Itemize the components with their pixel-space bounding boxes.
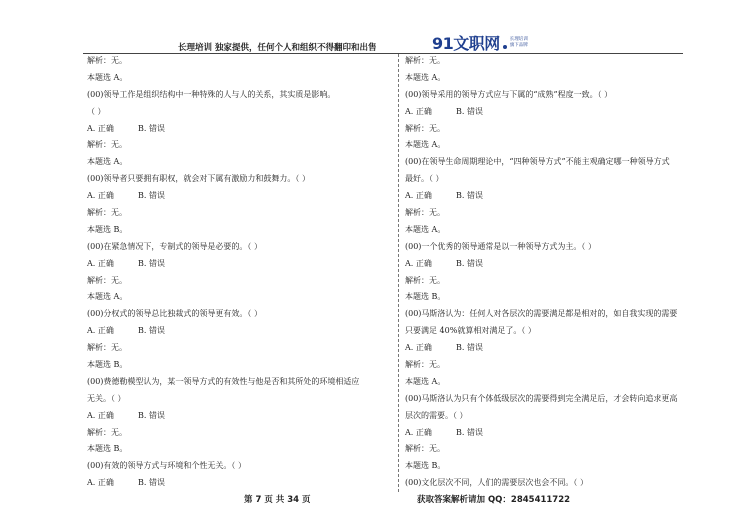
text-line: 解析：无。 (405, 360, 445, 370)
text-line: （ ） (87, 106, 106, 116)
text-line: 解析：无。 (405, 444, 445, 454)
answer-options (405, 188, 710, 205)
option-a: A. 正确 (87, 191, 114, 201)
text-line: 本题选 B。 (405, 461, 446, 471)
option-a: A. 正确 (405, 106, 432, 116)
text-line: (00)领导者只要拥有职权，就会对下属有激励力和鼓舞力。（ ） (87, 174, 310, 184)
column-divider (398, 54, 399, 492)
text-line: 本题选 A。 (405, 72, 446, 82)
option-b: B. 错误 (138, 326, 165, 336)
text-line: (00)分权式的领导总比独裁式的领导更有效。（ ） (87, 309, 262, 319)
answer-options (87, 408, 392, 425)
option-b: B. 错误 (138, 478, 165, 488)
answer-options (87, 188, 392, 205)
option-b: B. 错误 (456, 191, 483, 201)
answer-options (405, 340, 710, 357)
option-b: B. 错误 (456, 106, 483, 116)
text-line: (00)费德勒模型认为，某一领导方式的有效性与他是否和其所处的环境相适应 (87, 376, 360, 386)
text-line: 只要满足 40%就算相对满足了。（ ） (405, 326, 536, 336)
answer-options (87, 256, 392, 273)
logo-tagline: 长理培训 旗下品牌 (509, 36, 528, 48)
text-line: (00)有效的领导方式与环境和个性无关。（ ） (87, 461, 246, 471)
text-line: 本题选 B。 (405, 292, 446, 302)
text-line: (00)马斯洛认为：任何人对各层次的需要满足都是相对的，如自我实现的需要 (405, 309, 678, 319)
text-line: 本题选 A。 (405, 224, 446, 234)
option-a: A. 正确 (87, 258, 114, 268)
option-b: B. 错误 (456, 427, 483, 437)
answer-options (87, 121, 392, 138)
logo-dot-icon (503, 45, 507, 49)
text-line: (00)在紧急情况下，专制式的领导是必要的。（ ） (87, 241, 262, 251)
answer-options (405, 256, 710, 273)
right-column (405, 53, 710, 492)
text-line: 解析：无。 (87, 343, 127, 353)
text-line: (00)马斯洛认为只有个体低级层次的需要得到完全满足后，才会转向追求更高 (405, 393, 678, 403)
text-line: 解析：无。 (405, 208, 445, 218)
option-a: A. 正确 (87, 410, 114, 420)
answer-options (405, 425, 710, 442)
option-b: B. 错误 (138, 123, 165, 133)
text-line: 本题选 A。 (87, 72, 128, 82)
text-line: 解析：无。 (405, 56, 445, 65)
answer-options (87, 323, 392, 340)
text-line: 层次的需要。（ ） (405, 410, 468, 420)
option-a: A. 正确 (405, 258, 432, 268)
option-a: A. 正确 (405, 427, 432, 437)
text-line: 解析：无。 (87, 427, 127, 437)
option-b: B. 错误 (138, 258, 165, 268)
option-b: B. 错误 (138, 410, 165, 420)
text-line: 解析：无。 (87, 56, 127, 65)
page-number: 第 7 页 共 34 页 (244, 495, 311, 505)
option-a: A. 正确 (87, 123, 114, 133)
text-line: 解析：无。 (87, 140, 127, 150)
logo-text: 91文职网 (432, 34, 500, 53)
text-line: 解析：无。 (405, 275, 445, 285)
text-line: 解析：无。 (87, 208, 127, 218)
option-a: A. 正确 (87, 326, 114, 336)
brand-logo (432, 31, 528, 54)
text-line: (00)领导采用的领导方式应与下属的“成熟”程度一致。（ ） (405, 89, 613, 99)
text-line: (00)文化层次不同，人们的需要层次也会不同。（ ） (405, 478, 588, 488)
contact-info: 获取答案解析请加 QQ：2845411722 (417, 495, 571, 505)
text-line: (00)在领导生命周期理论中，“四种领导方式”不能主观确定哪一种领导方式 (405, 157, 670, 167)
option-a: A. 正确 (405, 343, 432, 353)
text-line: 最好。（ ） (405, 174, 444, 184)
text-line: 解析：无。 (405, 123, 445, 133)
text-line: 本题选 B。 (87, 360, 128, 370)
text-line: 本题选 B。 (87, 444, 128, 454)
option-b: B. 错误 (456, 343, 483, 353)
text-line: 本题选 B。 (87, 224, 128, 234)
text-line: 解析：无。 (87, 275, 127, 285)
option-a: A. 正确 (405, 191, 432, 201)
text-line: 本题选 A。 (87, 292, 128, 302)
header-notice: 长理培训 独家提供，任何个人和组织不得翻印和出售 (178, 43, 377, 53)
option-b: B. 错误 (138, 191, 165, 201)
text-line: 无关。（ ） (87, 393, 126, 403)
text-line: (00)一个优秀的领导通常是以一种领导方式为主。（ ） (405, 241, 596, 251)
text-line: 本题选 A。 (405, 376, 446, 386)
answer-options (87, 475, 392, 492)
text-line: (00)领导工作是组织结构中一种特殊的人与人的关系，其实质是影响。 (87, 89, 336, 99)
answer-options (405, 104, 710, 121)
option-a: A. 正确 (87, 478, 114, 488)
left-column (87, 53, 392, 492)
text-line: 本题选 A。 (405, 140, 446, 150)
text-line: 本题选 A。 (87, 157, 128, 167)
option-b: B. 错误 (456, 258, 483, 268)
